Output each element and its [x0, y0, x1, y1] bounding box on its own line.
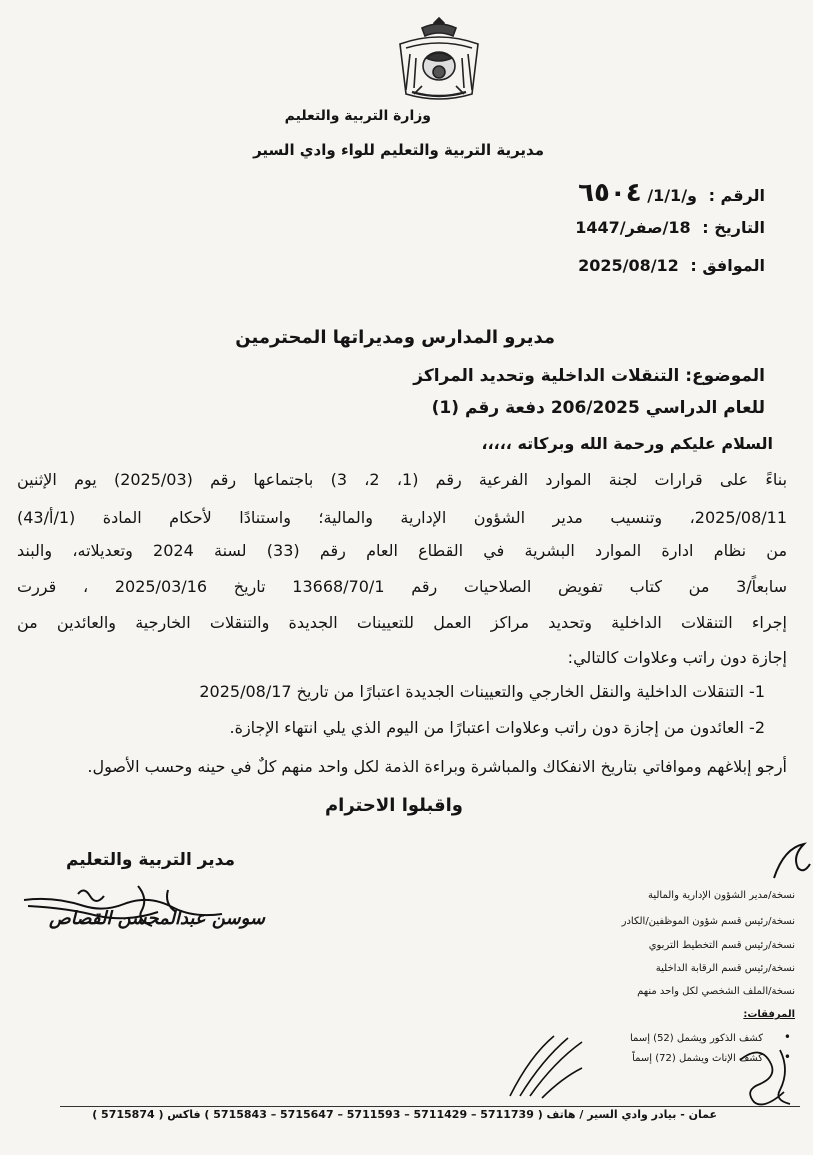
hijri-date [575, 218, 765, 237]
attachment-item: كشف الذكور ويشمل (52) إسما [629, 1033, 763, 1044]
body-line: بناءً على قرارات لجنة الموارد الفرعية رقم (1، 2، 3) باجتماعها رقم (2025/03) يوم الإثنين [17, 470, 788, 489]
body-line: 2025/08/11، وتنسيب مدير الشؤون الإدارية والمالية؛ واستنادًا لأحكام المادة (1/أ/43) [17, 508, 787, 527]
reference-number-handwritten: ٦٥٠٤ [578, 178, 642, 208]
copy-recipient: نسخة/رئيس قسم شؤون الموظفين/الكادر [621, 916, 795, 927]
body-line: إجراء التنقلات الداخلية وتحديد مراكز العمل للتعيينات الجديدة والتنقلات الخارجية والعائدين من [17, 613, 787, 632]
reference-number [578, 178, 765, 208]
copy-recipient: نسخة/رئيس قسم التخطيط التربوي [648, 940, 795, 951]
bullet-icon: • [783, 1050, 791, 1064]
subject-line-1: الموضوع: التنقلات الداخلية وتحديد المراكز [413, 366, 765, 386]
gregorian-date-value: 2025/08/12 [578, 256, 679, 275]
attachments-heading: المرفقات: [743, 1009, 795, 1020]
ministry-name: وزارة التربية والتعليم [284, 108, 431, 124]
greeting: السلام عليكم ورحمة الله وبركاته ،،،،، [481, 434, 773, 453]
addressee: مديرو المدارس ومديراتها المحترمين [235, 327, 555, 348]
body-line: إجازة دون راتب وعلاوات كالتالي: [567, 648, 787, 667]
footer-contact: عمان - بيادر وادي السير / هاتف ( 5711739 – 5711429 – 5711593 – 5715647 – 5715843 ) فاكس ( 5715874 ) [92, 1108, 717, 1121]
list-item: 2- العائدون من إجازة دون راتب وعلاوات اعتبارًا من اليوم الذي يلي انتهاء الإجازة. [229, 718, 765, 737]
reference-number-label: الرقم : [708, 186, 765, 205]
directorate-name: مديرية التربية والتعليم للواء وادي السير [253, 141, 544, 159]
hijri-date-label: التاريخ : [702, 218, 765, 237]
gregorian-date-label: الموافق : [690, 256, 765, 275]
footer-divider [60, 1106, 800, 1107]
initials-scribble [770, 838, 813, 888]
initials-scribble [730, 1030, 810, 1110]
coat-of-arms-emblem [392, 14, 486, 102]
body-line: سابعاً/3 من كتاب تفويض الصلاحيات رقم 13668/70/1 تاريخ 2025/03/16 ، قررت [17, 577, 787, 596]
gregorian-date [578, 256, 765, 275]
body-line: من نظام ادارة الموارد البشرية في القطاع العام رقم (33) لسنة 2024 وتعديلاته، والبند [17, 541, 788, 560]
copy-recipient: نسخة/الملف الشخصي لكل واحد منهم [637, 986, 795, 997]
initials-scribble [502, 1030, 592, 1102]
hijri-date-value: 18/صفر/1447 [575, 218, 691, 237]
subject-line-2: للعام الدراسي 206/2025 دفعة رقم (1) [431, 398, 765, 418]
closing: واقبلوا الاحترام [324, 795, 463, 816]
bullet-icon: • [783, 1030, 791, 1044]
request-paragraph: أرجو إبلاغهم وموافاتي بتاريخ الانفكاك والمباشرة وبراءة الذمة لكل واحد منهم كلٌ في حينه وحسب الأصول. [87, 757, 787, 776]
signer-title: مدير التربية والتعليم [65, 850, 235, 870]
copy-recipient: نسخة/رئيس قسم الرقابة الداخلية [655, 963, 795, 974]
copy-recipient: نسخة/مدير الشؤون الإدارية والمالية [647, 890, 795, 901]
attachment-item: كشف الإناث ويشمل (72) إسماً [632, 1053, 763, 1064]
signer-name: سوسن عبدالمحسن القصاص [48, 908, 265, 929]
reference-number-value: و/1/1/ [647, 186, 697, 205]
list-item: 1- التنقلات الداخلية والنقل الخارجي والتعيينات الجديدة اعتبارًا من تاريخ 2025/08/17 [199, 682, 765, 701]
